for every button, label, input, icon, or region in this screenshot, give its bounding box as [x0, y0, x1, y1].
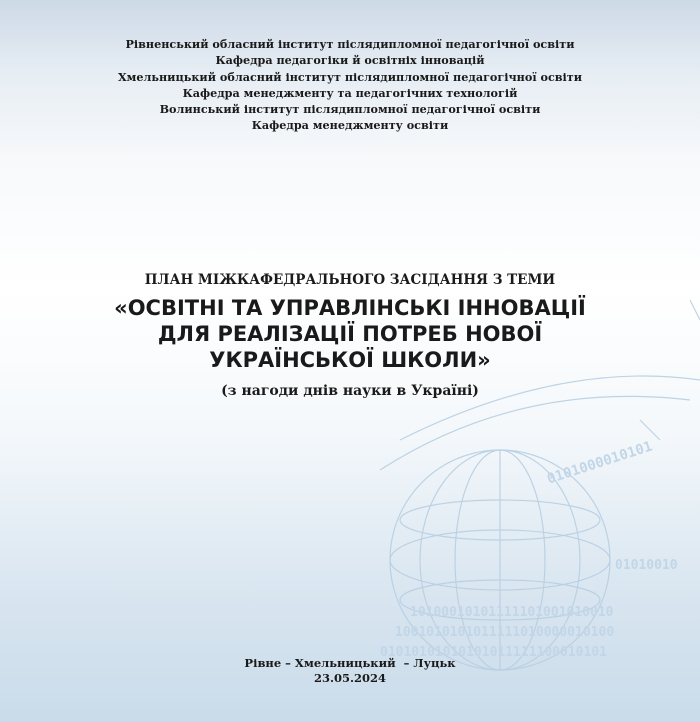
binary-decoration: 01010010	[615, 558, 678, 573]
institutions-list	[0, 36, 700, 134]
footer	[0, 656, 700, 686]
title-line: УКРАЇНСЬКОЇ ШКОЛИ»	[209, 348, 491, 372]
title-line: «ОСВІТНІ ТА УПРАВЛІНСЬКІ ІННОВАЦІЇ	[114, 296, 586, 320]
subtitle: (з нагоди днів науки в Україні)	[221, 383, 479, 399]
institution-line: Хмельницький обласний інститут післядипломної педагогічної освіти	[117, 69, 583, 84]
binary-decoration: 01010101010101011111100010101	[380, 645, 607, 660]
institution-line: Волинський інститут післядипломної педагогічної освіти	[159, 102, 541, 117]
binary-decoration: 1001010101011111010000010100	[395, 625, 615, 640]
binary-decoration: 10100010101111101001010010	[410, 605, 614, 620]
institution-line: Рівненський обласний інститут післядипломної педагогічної освіти	[125, 37, 575, 51]
institution-line: Кафедра менеджменту освіти	[251, 118, 449, 133]
institution-line: Кафедра педагогіки й освітніх інновацій	[215, 53, 485, 68]
plan-heading: ПЛАН МІЖКАФЕДРАЛЬНОГО ЗАСІДАННЯ З ТЕМИ	[144, 272, 556, 288]
date: 23.05.2024	[313, 671, 387, 685]
title-line: ДЛЯ РЕАЛІЗАЦІЇ ПОТРЕБ НОВОЇ	[157, 322, 543, 346]
cities: Рівне – Хмельницький – Луцьк	[244, 656, 456, 670]
document-title	[0, 295, 700, 373]
institution-line: Кафедра менеджменту та педагогічних технологій	[182, 85, 518, 100]
binary-decoration: 0101000010101	[545, 438, 655, 488]
